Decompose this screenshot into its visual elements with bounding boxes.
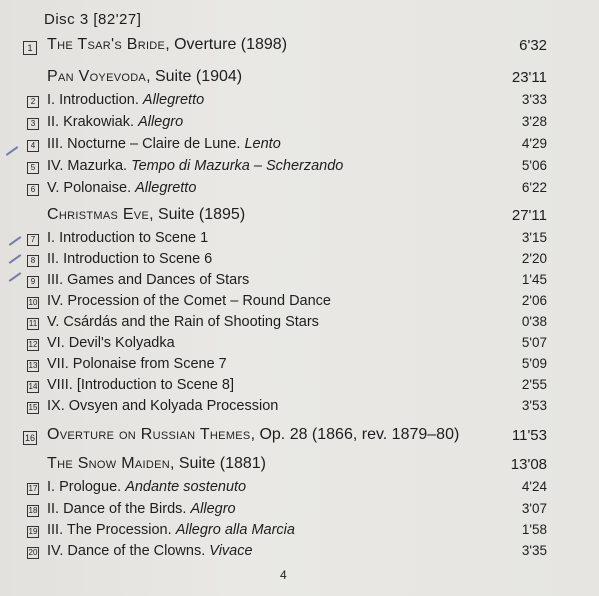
track-row	[0, 230, 599, 252]
title-text: , Suite (1904)	[146, 68, 243, 85]
track-row	[0, 377, 599, 399]
track-number: 15	[28, 403, 38, 412]
track-number: 2	[27, 96, 39, 108]
track-title	[47, 251, 212, 267]
track-number: 11	[28, 319, 38, 328]
title-text: VII. Polonaise from Scene 7	[47, 356, 227, 372]
tempo-marking: Lento	[244, 136, 281, 152]
title-text: IX. Ovsyen and Kolyada Procession	[47, 398, 279, 414]
track-duration: 27'11	[511, 207, 547, 224]
track-row	[0, 136, 599, 158]
track-row	[0, 398, 599, 420]
track-duration: 4'29	[521, 136, 547, 151]
track-row	[0, 251, 599, 273]
title-text: I. Introduction.	[47, 92, 143, 108]
work-heading-row	[0, 208, 599, 230]
disc-label: Disc 3 [82'27]	[44, 11, 142, 28]
tempo-marking: Vivace	[209, 543, 253, 559]
track-title	[47, 398, 278, 414]
track-duration: 5'07	[521, 335, 547, 350]
track-title	[47, 206, 245, 224]
tempo-marking: Tempo di Mazurka – Scherzando	[131, 158, 344, 174]
title-text: I. Prologue.	[47, 479, 126, 495]
track-duration: 1'58	[521, 522, 547, 537]
track-row	[0, 335, 599, 357]
track-duration: 23'11	[511, 69, 547, 86]
track-title	[47, 479, 246, 495]
track-title	[47, 543, 253, 559]
track-duration: 3'33	[521, 92, 547, 107]
tempo-marking: Andante sostenuto	[125, 479, 247, 495]
track-title	[47, 522, 295, 538]
track-duration: 2'06	[521, 293, 547, 308]
track-title	[47, 272, 249, 288]
track-number: 20	[28, 548, 38, 557]
title-text: IV. Dance of the Clowns.	[47, 543, 210, 559]
track-row	[0, 158, 599, 180]
track-duration: 6'22	[521, 180, 547, 195]
track-number: 10	[28, 298, 38, 307]
tempo-marking: Allegro alla Marcia	[175, 522, 295, 538]
track-row	[0, 479, 599, 501]
title-text: V. Csárdás and the Rain of Shooting Stars	[47, 314, 319, 330]
title-text: , Overture (1898)	[165, 36, 288, 53]
track-row	[0, 543, 599, 565]
title-text: VI. Devil's Kolyadka	[47, 335, 175, 351]
track-duration: 13'08	[510, 456, 547, 473]
track-duration: 2'20	[521, 251, 547, 266]
page-number: 4	[280, 568, 287, 582]
track-duration: 3'07	[521, 501, 547, 516]
track-duration: 3'35	[521, 543, 547, 558]
track-row	[0, 272, 599, 294]
work-heading-row	[0, 428, 599, 450]
track-duration: 1'45	[521, 272, 547, 287]
track-row	[0, 293, 599, 315]
track-duration: 0'38	[521, 314, 547, 329]
track-title	[47, 136, 281, 152]
work-heading-row	[0, 70, 599, 92]
track-number: 4	[27, 140, 39, 152]
track-number: 14	[28, 382, 38, 391]
track-duration: 3'15	[521, 230, 547, 245]
track-title	[47, 230, 208, 246]
track-duration: 5'09	[521, 356, 547, 371]
track-title	[47, 36, 287, 54]
track-title	[47, 92, 204, 108]
title-text: II. Dance of the Birds.	[47, 501, 191, 517]
track-number: 18	[28, 506, 38, 515]
track-row	[0, 501, 599, 523]
track-title	[47, 314, 319, 330]
track-title	[47, 293, 331, 309]
track-title	[47, 180, 196, 196]
track-title	[47, 335, 175, 351]
track-title	[47, 158, 343, 174]
work-title: Christmas Eve	[47, 206, 150, 223]
tempo-marking: Allegretto	[142, 92, 205, 108]
track-duration: 3'28	[521, 114, 547, 129]
track-row	[0, 522, 599, 544]
track-row	[0, 114, 599, 136]
work-title: The Snow Maiden	[47, 455, 170, 472]
title-text: VIII. [Introduction to Scene 8]	[47, 377, 234, 393]
work-heading-row	[0, 38, 599, 60]
track-title	[47, 426, 459, 444]
track-duration: 6'32	[519, 37, 547, 54]
track-number: 9	[27, 276, 39, 288]
work-heading-row	[0, 457, 599, 479]
track-title	[47, 377, 234, 393]
track-row	[0, 92, 599, 114]
tempo-marking: Allegretto	[135, 180, 197, 196]
track-duration: 4'24	[521, 479, 547, 494]
track-duration: 3'53	[521, 398, 547, 413]
track-number: 8	[27, 255, 39, 267]
title-text: I. Introduction to Scene 1	[47, 230, 209, 246]
work-title: The Tsar's Bride	[47, 36, 166, 53]
title-text: , Suite (1881)	[169, 455, 267, 472]
track-number: 13	[28, 361, 38, 370]
title-text: II. Krakowiak.	[47, 114, 139, 130]
title-text: II. Introduction to Scene 6	[47, 251, 213, 267]
work-title: Overture on Russian Themes	[47, 426, 251, 443]
track-row	[0, 356, 599, 378]
title-text: III. Nocturne – Claire de Lune.	[47, 136, 245, 152]
track-title	[47, 455, 266, 473]
work-title: Pan Voyevoda	[47, 68, 147, 85]
track-row	[0, 314, 599, 336]
track-number: 17	[28, 484, 38, 493]
title-text: IV. Mazurka.	[47, 158, 132, 174]
track-title	[47, 114, 183, 130]
title-text: , Op. 28 (1866, rev. 1879–80)	[250, 426, 460, 443]
title-text: III. The Procession.	[47, 522, 176, 538]
track-number: 5	[27, 162, 39, 174]
track-number: 12	[28, 340, 38, 349]
track-number: 3	[27, 118, 39, 130]
tempo-marking: Allegro	[190, 501, 236, 517]
tempo-marking: Allegro	[138, 114, 184, 130]
track-number: 1	[23, 41, 37, 55]
track-number: 6	[27, 184, 39, 196]
title-text: V. Polonaise.	[47, 180, 136, 196]
track-number: 19	[28, 527, 38, 536]
title-text: IV. Procession of the Comet – Round Dance	[47, 293, 331, 309]
track-duration: 2'55	[521, 377, 547, 392]
track-title	[47, 68, 242, 86]
title-text: III. Games and Dances of Stars	[47, 272, 250, 288]
track-duration: 5'06	[521, 158, 547, 173]
track-title	[47, 501, 236, 517]
track-row	[0, 180, 599, 202]
track-number: 16	[24, 433, 35, 443]
track-duration: 11'53	[511, 427, 547, 444]
track-title	[47, 356, 227, 372]
track-number: 7	[27, 234, 39, 246]
title-text: , Suite (1895)	[149, 206, 246, 223]
